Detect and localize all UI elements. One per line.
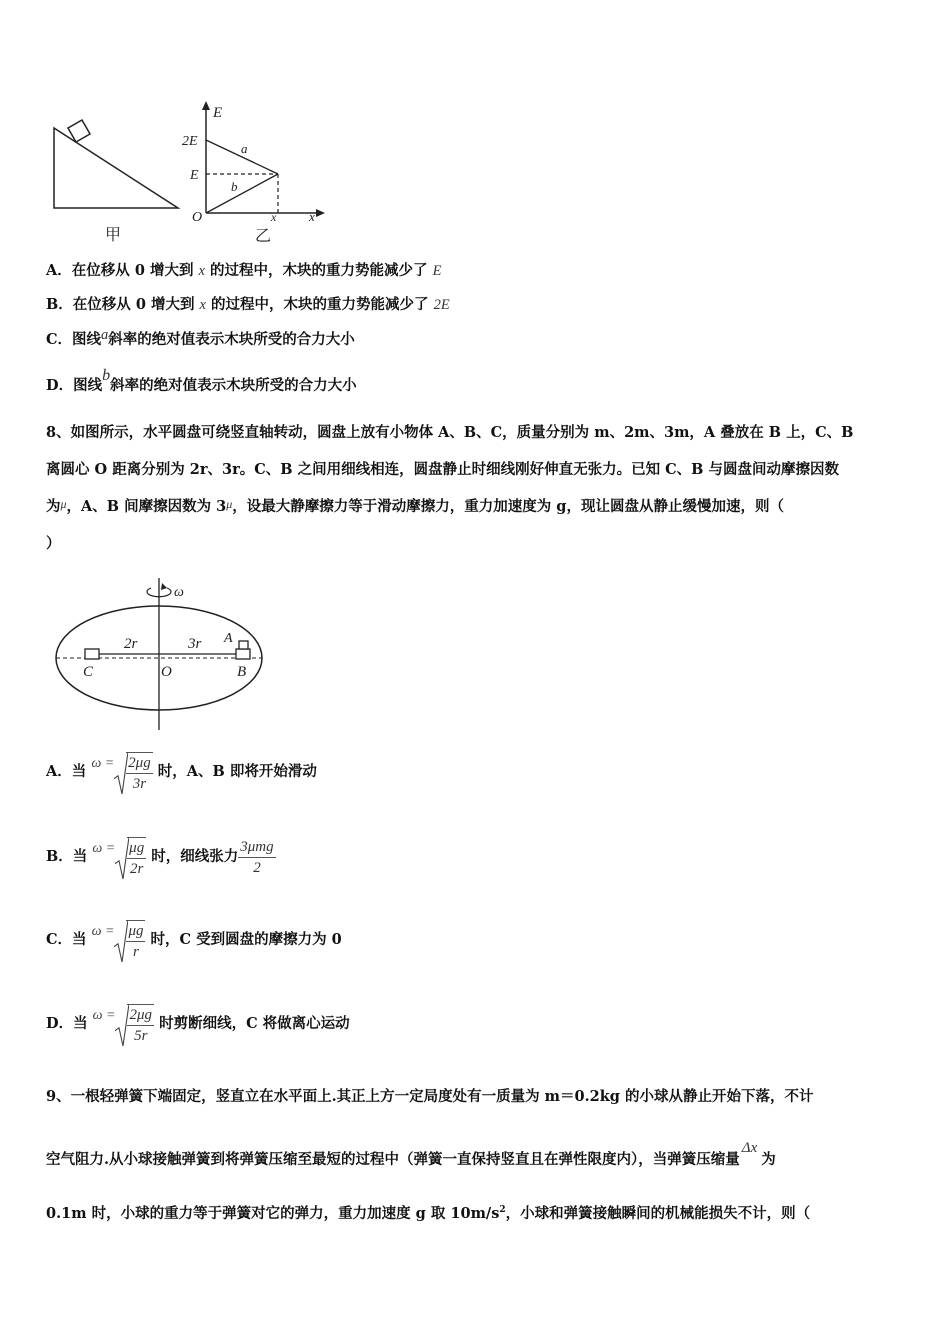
omega-equals: ω = xyxy=(92,841,116,856)
line-a-label: a xyxy=(241,141,248,156)
option-text-2: 的过程中，木块的重力势能减少了 xyxy=(210,262,428,279)
x-axis-arrow xyxy=(316,209,325,217)
sqrt-expression xyxy=(114,918,145,962)
frac-denominator: 2 xyxy=(253,859,261,876)
text: ，A、B 间摩擦因数为 3 xyxy=(66,498,227,515)
option-post: 时，细线张力 xyxy=(151,848,239,865)
label-b: B xyxy=(237,664,247,680)
sqrt-expression xyxy=(115,1002,154,1046)
label-a: A xyxy=(224,631,233,646)
option-pre: 当 xyxy=(72,848,88,865)
option-post: 时，A、B 即将开始滑动 xyxy=(157,763,317,780)
incline-figure-jia xyxy=(40,110,190,250)
omega-equals: ω = xyxy=(91,924,115,939)
mu-symbol: μ xyxy=(60,497,67,511)
q9-line-2 xyxy=(46,1140,776,1170)
option-text: 在位移从 0 增大到 xyxy=(72,296,195,313)
option-letter: B． xyxy=(46,848,73,865)
rotating-disk-figure xyxy=(50,572,275,732)
sqrt-expression xyxy=(115,835,146,879)
var-a: a xyxy=(101,327,109,343)
option-letter: D． xyxy=(46,377,74,394)
label-o: O xyxy=(161,664,172,680)
axis-x-label: x xyxy=(309,209,315,224)
tension-fraction xyxy=(238,837,275,878)
option-letter: A． xyxy=(46,763,72,780)
block-a xyxy=(239,641,248,649)
axis-e-label: E xyxy=(213,105,223,121)
tick-x-label: x xyxy=(271,210,277,224)
var-x: x xyxy=(199,297,206,313)
label-2r: 2r xyxy=(124,636,138,652)
block-b xyxy=(236,649,250,659)
option-text-2: 的过程中，木块的重力势能减少了 xyxy=(211,296,429,313)
q8-option-b xyxy=(46,835,276,879)
omega-equals: ω = xyxy=(92,1008,116,1023)
mu-symbol: μ xyxy=(226,497,233,511)
option-letter: A． xyxy=(46,262,72,279)
q7-option-b xyxy=(46,295,450,315)
option-text-2: 斜率的绝对值表示木块所受的合力大小 xyxy=(110,377,357,394)
text: 空气阻力.从小球接触弹簧到将弹簧压缩至最短的过程中（弹簧一直保持竖直且在弹性限度内），当弹簧压缩量 xyxy=(46,1151,740,1168)
q9-line-1: 9、一根轻弹簧下端固定，竖直立在水平面上.其正上方一定局度处有一质量为 m＝0.2kg 的小球从静止开始下落，不计 xyxy=(46,1088,814,1105)
option-text: 图线 xyxy=(73,377,103,394)
delta-x: Δx xyxy=(741,1140,758,1156)
q8-line-1: 8、如图所示，水平圆盘可绕竖直轴转动，圆盘上放有小物体 A、B、C，质量分别为 m、2m、3m，A 叠放在 B 上，C、B xyxy=(46,424,854,441)
yi-label: 乙 xyxy=(255,228,272,245)
option-letter: D． xyxy=(46,1015,74,1032)
omega-label: ω xyxy=(174,585,184,600)
var-x: x xyxy=(198,263,205,279)
energy-value: 2E xyxy=(433,297,450,313)
q7-option-d xyxy=(46,367,357,396)
text: 为 xyxy=(761,1151,776,1168)
option-text-2: 斜率的绝对值表示木块所受的合力大小 xyxy=(108,331,355,348)
q8-line-3 xyxy=(46,497,784,517)
frac-numerator: 3μmg xyxy=(238,837,275,858)
tick-e-label: E xyxy=(190,168,199,183)
option-post: 时剪断细线，C 将做离心运动 xyxy=(159,1015,350,1032)
frac-denominator: 2r xyxy=(130,861,144,877)
e-axis-arrow xyxy=(202,101,210,110)
sqrt-expression xyxy=(114,750,153,794)
line-b-label: b xyxy=(231,179,238,194)
option-text: 在位移从 0 增大到 xyxy=(71,262,194,279)
q7-option-c xyxy=(46,327,355,350)
q8-option-d xyxy=(46,1002,350,1046)
frac-numerator: 2μg xyxy=(127,1005,154,1026)
label-c: C xyxy=(83,664,94,680)
q7-option-a xyxy=(46,261,441,281)
option-pre: 当 xyxy=(73,1015,88,1032)
line-b xyxy=(206,174,278,213)
text: ，小球和弹簧接触瞬间的机械能损失不计，则（ xyxy=(505,1204,811,1222)
frac-numerator: μg xyxy=(126,921,145,942)
text: ，设最大静摩擦力等于滑动摩擦力，重力加速度为 g，现让圆盘从静止缓慢加速，则（ xyxy=(232,498,784,515)
origin-label: O xyxy=(192,210,203,225)
q9-line-3 xyxy=(46,1200,810,1224)
omega-equals: ω = xyxy=(91,756,115,771)
option-pre: 当 xyxy=(72,931,87,948)
frac-numerator: 2μg xyxy=(126,753,153,774)
frac-denominator: r xyxy=(133,944,139,960)
tick-2e-label: 2E xyxy=(182,134,198,149)
frac-numerator: μg xyxy=(127,838,146,859)
block-c xyxy=(85,649,99,659)
incline-triangle xyxy=(54,128,178,208)
q8-option-a xyxy=(46,750,317,794)
frac-denominator: 3r xyxy=(132,776,147,792)
jia-label: 甲 xyxy=(105,227,122,244)
q8-line-2: 离圆心 O 距离分别为 2r、3r。C、B 之间用细线相连，圆盘静止时细线刚好伸直无张力。已知 C、B 与圆盘间动摩擦因数 xyxy=(46,461,839,478)
label-3r: 3r xyxy=(188,636,202,652)
q8-line-4: ） xyxy=(46,535,61,552)
energy-value: E xyxy=(432,263,442,279)
text: 为 xyxy=(46,498,61,515)
energy-graph-yi xyxy=(175,95,335,250)
q8-option-c xyxy=(46,918,342,962)
option-post: 时，C 受到圆盘的摩擦力为 0 xyxy=(150,931,342,948)
text: 0.1m 时，小球的重力等于弹簧对它的弹力，重力加速度 g 取 10m/s xyxy=(46,1204,500,1222)
option-pre: 当 xyxy=(71,763,87,780)
frac-denominator: 5r xyxy=(134,1028,148,1044)
option-text: 图线 xyxy=(72,331,102,348)
superscript: 2 xyxy=(499,1205,506,1215)
option-letter: B． xyxy=(46,296,73,313)
option-letter: C． xyxy=(46,331,73,348)
var-b: b xyxy=(102,367,111,384)
option-letter: C． xyxy=(46,931,73,948)
